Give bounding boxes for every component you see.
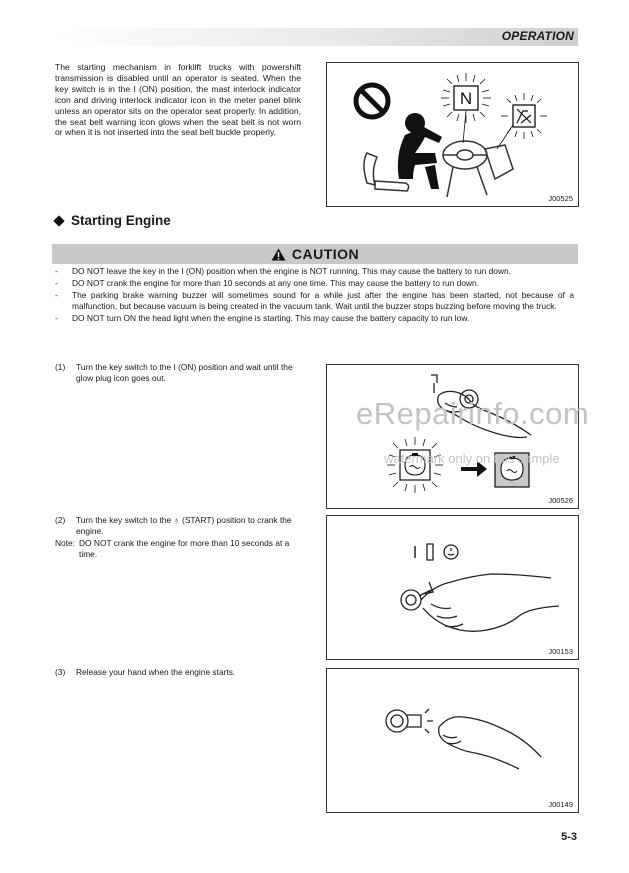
svg-text:N: N [459, 89, 473, 108]
section-header-title: OPERATION [501, 29, 574, 43]
figure-operator-interlock [326, 62, 579, 207]
caution-item: - The parking brake warning buzzer will sometimes sound for a while just after the engine has been started, not because of a malfunction, but because vacuum is being created in the vacuum tank. Wait until the buzzer stops buzzing before moving the truck. [55, 289, 574, 311]
caution-title: CAUTION [291, 246, 360, 262]
key-switch-on-illustration [327, 365, 578, 508]
step-1 [55, 362, 303, 384]
step-2 [55, 515, 303, 560]
step-note [55, 538, 303, 560]
step-number: (3) [55, 667, 66, 677]
caution-banner [52, 244, 578, 264]
note-label: Note: [55, 537, 76, 548]
section-title [52, 213, 171, 228]
figure-code: J00526 [548, 496, 573, 505]
step-text: Turn the key switch to the I (ON) position and wait until the glow plug icon goes out. [76, 362, 293, 383]
operator-figure [398, 113, 442, 189]
step-number: (1) [55, 362, 66, 372]
watermark-site: eRepairinfo.com [356, 396, 590, 431]
figure-key-release [326, 668, 579, 813]
step-number: (2) [55, 515, 66, 525]
figure-key-start [326, 515, 579, 660]
caution-item: - DO NOT turn ON the head light when the engine is starting. This may cause the battery capacity to run low. [55, 312, 470, 323]
figure-code: J00525 [548, 194, 573, 203]
key-switch-start-illustration [327, 516, 578, 659]
intro-paragraph: The starting mechanism in forklift trucks with powershift transmission is disabled until an operator is seated. When the key switch is in the I (ON) position, the mast interlock indicator icon and driving interlock indicator icon in the meter panel blink unless an operator sits on the operator seat properly. In addition, the seat belt warning icon glows when the seat belt is not worn or when it is not inserted into the seat belt buckle properly. [55, 62, 301, 138]
warning-triangle-icon [271, 248, 286, 261]
figure-key-on [326, 364, 579, 509]
header-bar [52, 28, 578, 46]
mast-interlock-indicator-icon [441, 73, 491, 123]
prohibited-icon [356, 85, 388, 117]
key-release-illustration [327, 669, 578, 812]
step-text: Release your hand when the engine starts. [76, 667, 236, 677]
figure-code: J00153 [548, 647, 573, 656]
operator-seat-illustration [327, 63, 578, 206]
caution-item: - DO NOT crank the engine for more than 10 seconds at any one time. This may cause the battery to run down. [55, 277, 480, 288]
diamond-bullet-icon [53, 215, 64, 226]
steering-wheel-icon [443, 141, 513, 197]
step-text: Turn the key switch to the ♁ (START) position to crank the engine. [76, 515, 292, 536]
section-title-text: Starting Engine [71, 213, 171, 228]
page-number: 5-3 [561, 831, 577, 843]
caution-list [52, 266, 574, 325]
note-text: DO NOT crank the engine for more than 10 seconds at a time. [79, 537, 290, 559]
watermark-notice: watermark only on this sample [384, 451, 560, 466]
caution-item: - DO NOT leave the key in the I (ON) position when the engine is NOT running. This may cause the battery to run down. [55, 266, 511, 276]
step-3 [55, 667, 303, 678]
figure-code: J00149 [548, 800, 573, 809]
